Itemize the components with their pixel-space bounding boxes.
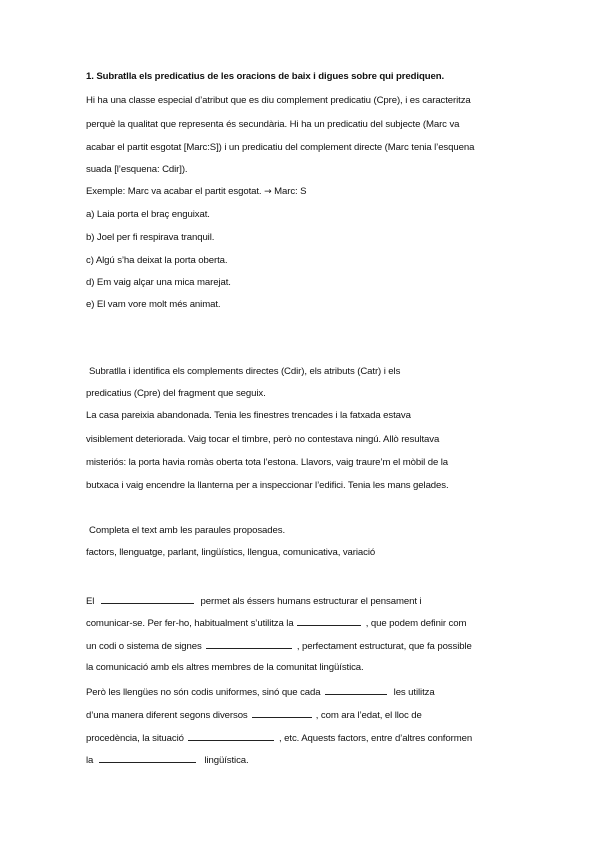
exercise-1-example <box>86 186 306 198</box>
exercise-1-intro-line: acabar el partit esgotat [Marc:S]) i un predicatiu del complement directe (Marc tenia l’esquena <box>86 142 475 153</box>
fill-text: comunicar-se. Per fer-ho, habitualment s’utilitza la <box>86 618 294 629</box>
fill-line <box>86 753 249 767</box>
exercise-1-item: a) Laia porta el braç enguixat. <box>86 209 210 220</box>
exercise-1-item: d) Em vaig alçar una mica marejat. <box>86 277 231 288</box>
exercise-1-item: e) El vam vore molt més animat. <box>86 299 221 310</box>
exercise-1-intro-line: suada [l’esquena: Cdir]). <box>86 164 188 175</box>
fill-text: , etc. Aquests factors, entre d’altres conformen <box>279 733 473 744</box>
fill-line <box>86 708 422 722</box>
fill-blank[interactable] <box>325 685 387 695</box>
exercise-3-word-list: factors, llenguatge, parlant, lingüístics, llengua, comunicativa, variació <box>86 547 376 558</box>
example-text: Exemple: Marc va acabar el partit esgotat. <box>86 186 262 197</box>
fill-blank[interactable] <box>252 708 312 718</box>
example-result: Marc: S <box>274 186 307 197</box>
fill-text: les utilitza <box>393 687 435 698</box>
exercise-2-text-line: butxaca i vaig encendre la llanterna per a inspeccionar l’edifici. Tenia les mans gelades. <box>86 480 449 491</box>
fill-blank[interactable] <box>188 731 274 741</box>
fill-blank[interactable] <box>206 639 292 649</box>
exercise-2-text-line: La casa pareixia abandonada. Tenia les finestres trencades i la fatxada estava <box>86 410 411 421</box>
fill-blank[interactable] <box>101 594 194 604</box>
exercise-3-instruction: Completa el text amb les paraules proposades. <box>89 525 286 536</box>
exercise-1-item: b) Joel per fi respirava tranquil. <box>86 232 215 243</box>
fill-text: , que podem definir com <box>365 618 467 629</box>
fill-text: la <box>86 755 94 766</box>
exercise-1-title: 1. Subratlla els predicatius de les oracions de baix i digues sobre qui prediquen. <box>86 71 445 82</box>
fill-text: la comunicació amb els altres membres de la comunitat lingüística. <box>86 662 364 673</box>
fill-text: El <box>86 596 95 607</box>
fill-line <box>86 639 472 653</box>
exercise-2-instruction-line: predicatius (Cpre) del fragment que seguix. <box>86 388 266 399</box>
fill-line <box>86 616 466 630</box>
fill-text: Però les llengües no són codis uniformes, sinó que cada <box>86 687 321 698</box>
exercise-2-text-line: misteriós: la porta havia romàs oberta tota l’estona. Llavors, vaig traure’m el mòbil de la <box>86 457 449 468</box>
exercise-2-instruction-line: Subratlla i identifica els complements directes (Cdir), els atributs (Catr) i els <box>89 366 401 377</box>
fill-line <box>86 662 364 674</box>
fill-text: permet als éssers humans estructurar el pensament i <box>200 596 422 607</box>
fill-text: un codi o sistema de signes <box>86 641 202 652</box>
exercise-2-text-line: visiblement deteriorada. Vaig tocar el timbre, però no contestava ningú. Allò resultava <box>86 434 440 445</box>
exercise-1-intro-line: perquè la qualitat que representa és secundària. Hi ha un predicatiu del subjecte (Marc va <box>86 119 460 130</box>
fill-text: d’una manera diferent segons diversos <box>86 710 248 721</box>
fill-line <box>86 685 435 699</box>
fill-text: , com ara l’edat, el lloc de <box>315 710 422 721</box>
exercise-1-intro-line: Hi ha una classe especial d’atribut que es diu complement predicatiu (Cpre), i es caracteritza <box>86 95 471 106</box>
exercise-1-item: c) Algú s’ha deixat la porta oberta. <box>86 255 228 266</box>
fill-text: , perfectament estructurat, que fa possible <box>296 641 472 652</box>
fill-line <box>86 594 422 608</box>
fill-blank[interactable] <box>297 616 361 626</box>
fill-blank[interactable] <box>99 753 196 763</box>
fill-text: procedència, la situació <box>86 733 184 744</box>
fill-text: lingüística. <box>204 755 249 766</box>
fill-line <box>86 731 472 745</box>
arrow-right-icon: → <box>264 187 272 197</box>
